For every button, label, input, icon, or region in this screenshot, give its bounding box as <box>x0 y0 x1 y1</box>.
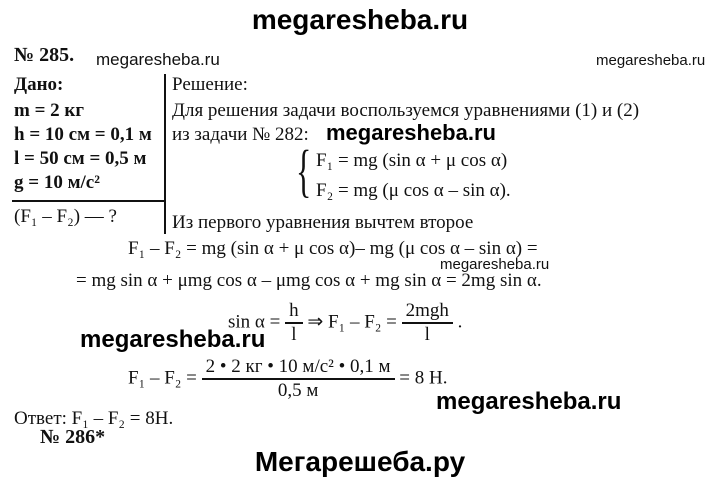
calc-fraction <box>202 356 395 402</box>
calculation <box>128 356 447 402</box>
top-watermark: megaresheba.ru <box>251 4 469 35</box>
solution-intro-2: из задачи № 282: <box>172 124 309 145</box>
h-numerator: h <box>285 300 303 324</box>
small-watermark-1: megaresheba.ru <box>96 50 220 69</box>
equation-line-1: F₁ – F₂ = mg (sin α + μ cos α)– mg (μ cos α – sin α) = <box>128 238 538 259</box>
inline-watermark-3: megaresheba.ru <box>436 388 622 415</box>
next-problem-number: № 286* <box>40 426 106 448</box>
problem-number: № 285. <box>14 44 75 66</box>
given-length: l = 50 см = 0,5 м <box>14 148 147 169</box>
sin-lhs: sin α = <box>228 311 281 333</box>
given-vertical-divider <box>164 74 166 234</box>
l-denominator: l <box>291 324 297 345</box>
2mgh-numerator: 2mgh <box>402 300 453 324</box>
system-eq-1: F₁ = mg (sin α + μ cos α) <box>316 150 508 171</box>
calc-result: = 8 Н. <box>399 367 448 389</box>
inline-watermark-1: megaresheba.ru <box>326 120 496 145</box>
calc-lhs: F₁ – F₂ = <box>128 367 197 389</box>
small-watermark-2: megaresheba.ru <box>596 52 706 69</box>
system-eq-2: F₂ = mg (μ cos α – sin α). <box>316 180 511 201</box>
calc-numerator: 2 • 2 кг • 10 м/с² • 0,1 м <box>202 356 395 380</box>
given-divider <box>12 200 164 202</box>
system-brace: { <box>296 138 312 203</box>
inline-watermark-2: megaresheba.ru <box>80 326 266 353</box>
h-over-l-fraction <box>285 300 303 346</box>
sin-implies: ⇒ F₁ – F₂ = <box>307 311 397 333</box>
solution-intro-1: Для решения задачи воспользуемся уравнениями (1) и (2) <box>172 100 640 121</box>
l-denominator-2: l <box>424 324 430 345</box>
answer: Ответ: F₁ – F₂ = 8Н. <box>14 408 174 429</box>
given-gravity: g = 10 м/с² <box>14 172 100 193</box>
solution-label: Решение: <box>172 74 248 95</box>
small-watermark-3: megaresheba.ru <box>440 256 550 273</box>
2mgh-over-l-fraction <box>402 300 453 346</box>
bottom-watermark: Мегарешеба.ру <box>254 446 466 477</box>
given-mass: m = 2 кг <box>14 100 84 121</box>
given-find: (F₁ – F₂) — ? <box>14 206 117 227</box>
given-label: Дано: <box>14 74 64 95</box>
given-height: h = 10 см = 0,1 м <box>14 124 152 145</box>
equation-line-2: = mg sin α + μmg cos α – μmg cos α + mg sin α = 2mg sin α. <box>76 270 542 291</box>
sin-end: . <box>457 311 463 333</box>
calc-denominator: 0,5 м <box>277 380 319 401</box>
subtract-text: Из первого уравнения вычтем второе <box>172 212 474 233</box>
